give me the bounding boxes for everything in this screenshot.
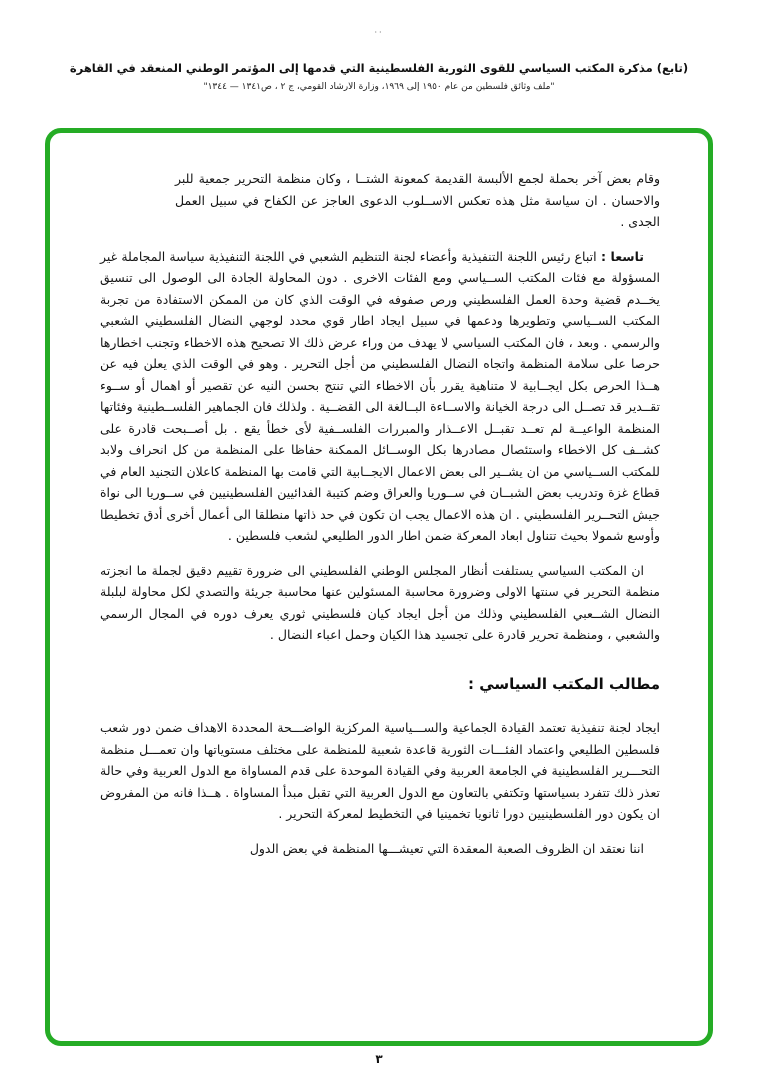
paragraph [100, 560, 660, 646]
paragraph-lead: تاسعا : [596, 248, 644, 264]
top-mark: ·· [374, 28, 384, 37]
paragraph [100, 838, 660, 860]
paragraph [100, 717, 660, 825]
paragraph-text: اننا نعتقد ان الظروف الصعبة المعقدة التي تعيشـــها المنظمة في بعض الدول [249, 840, 644, 856]
paragraph-text: ايجاد لجنة تنفيذية تعتمد القيادة الجماعية والســـياسية المركزية الواضـــحة المحددة الاهداف ضمن دور شعب فلسطين الطليعي واعتماد الفئـــات الثورية قاعدة شعبية للمنظمة على مختلف مستوياتها وان تعمـــل منظمة التحـــرير الفلسطينية في الجامعة العربية وفي القيادة الموحدة على قدم المساواة مع الدول العربية وفي حالة تعذر ذلك تتفرد بسياستها وتكتفي بالتعاون مع الدول العربية التي تقبل مبدأ المساواة . هــذا فانه من المفروض ان يكون دور الفلسطينيين دورا ثانويا تخمينيا في التخطيط لمعركة التحرير . [100, 720, 660, 822]
document-title: (تابع) مذكرة المكتب السياسي للقوى الثورية الفلسطينية التي قدمها إلى المؤتمر الوطني المنعقد في القاهرة [69, 61, 689, 75]
paragraph-text: وقام بعض آخر بحملة لجمع الألبسة القديمة كمعونة الشتــا ، وكان منظمة التحرير جمعية للبر والاحسان . ان سياسة مثل هذه تعكس الاســلوب الدعوى العاجز عن الكفاح في سبيل العمل الجدى . [175, 171, 660, 229]
document-source: "ملف وثائق فلسطين من عام ١٩٥٠ إلى ١٩٦٩، وزارة الارشاد القومي، ج ٢ ، ص١٣٤١ — ١٣٤٤" [203, 82, 555, 93]
paragraph [100, 246, 660, 547]
page-header [55, 60, 703, 92]
document-body [100, 168, 660, 872]
section-heading: مطالب المكتب السياسي : [468, 674, 660, 693]
page-number: ٣ [375, 1052, 383, 1066]
paragraph-text: اتباع رئيس اللجنة التنفيذية وأعضاء لجنة التنظيم الشعبي في اللجنة التنفيذية سياسة المجاملة غير المسؤولة مع فئات المكتب الســياسي ومع الفئات الاخرى . دون المحاولة الجادة الى الوصول الى تنسيق يخــدم قضية وحدة العمل الفلسطيني ورص صفوفه في الوقت الذي كان من الممكن الاستفادة من تجربة المكتب الســياسي وتطويرها ودعمها في سبيل ايجاد اطار قوي محدد لوجهي النضال الفلسطيني الشعبي والرسمي . وبعد ، فان المكتب السياسي لا يهدف من وراء عرض ذلك الا تصحيح هذه الاخطاء وتجنب اخطارها حرصا على سلامة المنظمة واتجاه النضال الفلسطيني من أجل التحرير . وهو في الوقت الذي يعلن فيه عن هــذا الحرص بكل ايجــابية لا متناهية يقرر بأن الاخطاء التي تنتج بحسن النيه عن تقصير أو اهمال أو ســوء تقــدير قد تصــل الى درجة الخيانة والاســاءة البــالغة الى القضــية . ولذلك فان الجماهير الفلســطينية وفئاتها المنظمة الواعيــة لم تعــد تقبــل الاعــذار والمبررات الفلســفية لأى خطأ يقع . بل أصــبحت قادرة على كشــف كل الاخطاء واستئصال مصادرها بكل الوســائل الممكنة حفاظا على المنظمة من كل انحراف ولابد للمكتب الســياسي من ان يشــير الى بعض الاعمال الايجــابية التي قامت بها المنظمة كاعلان التجنيد العام في قطاع غزة وتدريب بعض الشبــان في ســوريا والعراق وضم كتيبة الفدائيين الفلسطينيين في ســوريا الى نواة جيش التحــرير الفلسطيني . ان هذه الاعمال يجب ان تكون في حد ذاتها منطلقا الى أعمال أخرى أدق تخطيطا وأوسع شمولا بحيث تتناول ابعاد المعركة ضمن اطار الدور الطليعي لشعب فلسطين . [100, 248, 660, 543]
paragraph-text: ان المكتب السياسي يستلفت أنظار المجلس الوطني الفلسطيني الى ضرورة تقييم دقيق لجملة ما انجزته منظمة التحرير في سنتها الاولى وضرورة محاسبة المسئولين عنها محاسبة جريئة والتصدي لكل محاولة لبلبلة النضال الشــعبي الفلسطيني وذلك من أجل ايجاد كيان فلسطيني ثوري يعرف دوره في المجال الرسمي والشعبي ، ومنظمة تحرير قادرة على تجسيد هذا الكيان وحمل اعباء النضال . [100, 562, 660, 642]
paragraph [175, 168, 660, 233]
